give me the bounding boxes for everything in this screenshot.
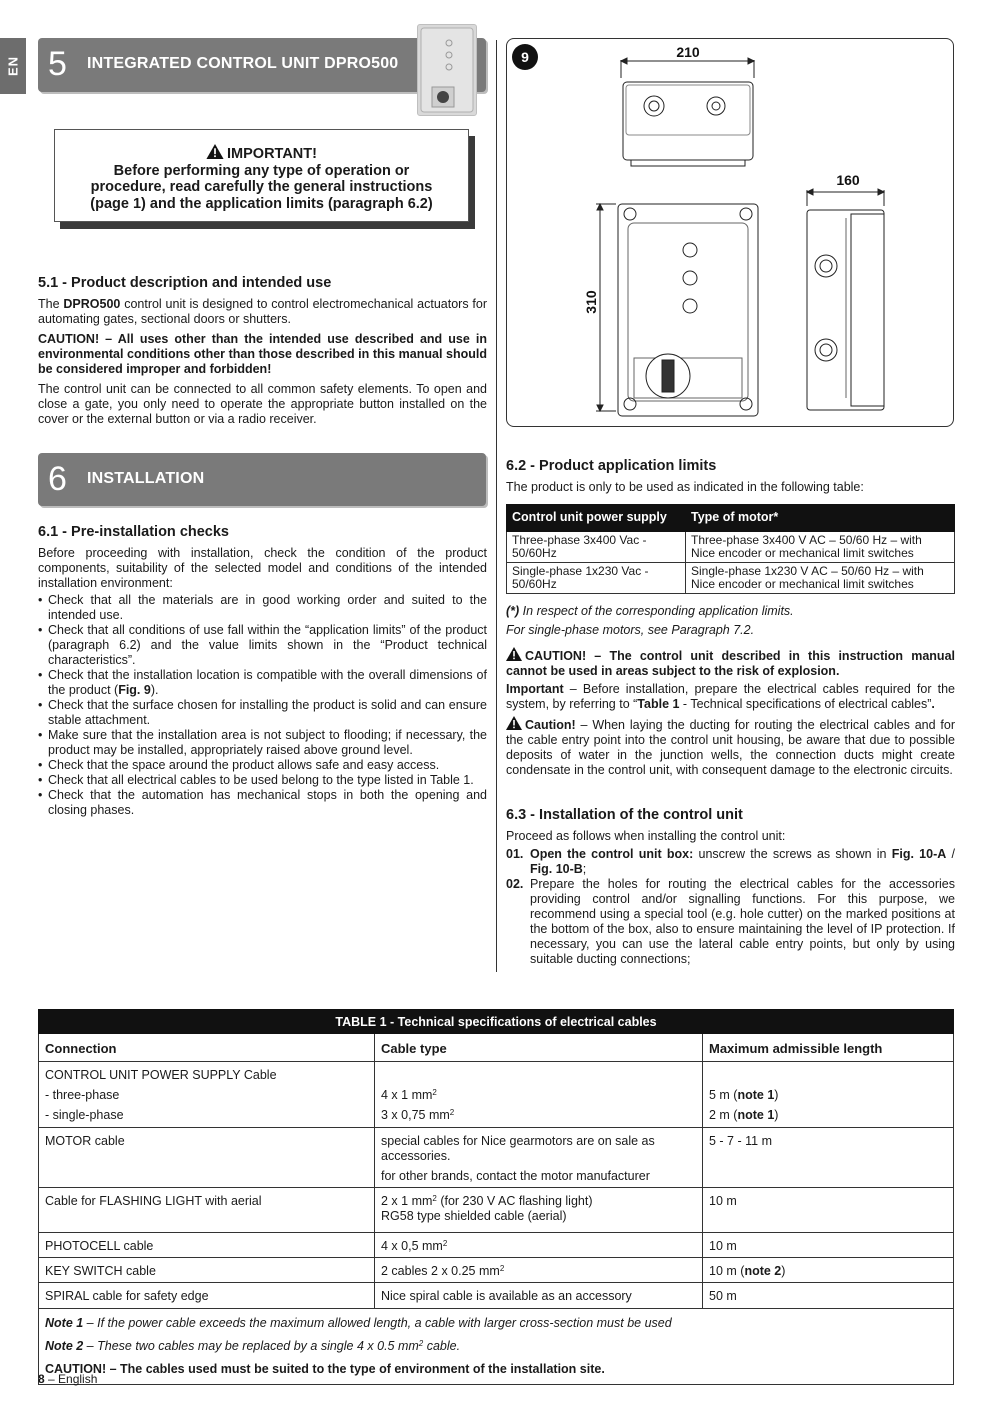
table-row bbox=[507, 562, 955, 593]
list-item: • Make sure that the installation area is not subject to flooding; if necessary, the product may be installed, appropriately raised above ground level. bbox=[38, 728, 487, 758]
control-unit-thumbnail-icon bbox=[418, 25, 476, 115]
dimension-height-label: 310 bbox=[583, 290, 599, 314]
table-cell: 50 m bbox=[703, 1283, 954, 1309]
section-6-2-intro: The product is only to be used as indicated in the following table: bbox=[506, 480, 864, 494]
section-5-1-caution: CAUTION! – All uses other than the intended use described and use in environmental conditions other than those described in this manual should be considered improper and forbidden! bbox=[38, 332, 487, 376]
cable-specifications-table bbox=[38, 1009, 954, 1385]
footer-language: English bbox=[58, 1372, 98, 1386]
important-heading: IMPORTANT! bbox=[227, 146, 317, 162]
table-cell: MOTOR cable bbox=[39, 1128, 375, 1188]
list-item: 02. Prepare the holes for routing the electrical cables for the accessories providing control and/or signalling functions. For this purpose, we recommend using a special tool (e.g. hole cutter) on the marked positions at the bottom of the box, also to ensure maintaining the level of IP protection. If necessary, you can use the lateral cable entry points, but only by using suitable ducting connections; bbox=[506, 877, 955, 966]
table-header: Type of motor* bbox=[686, 505, 955, 532]
table-cell: 5 - 7 - 11 m bbox=[703, 1128, 954, 1188]
table-cell: SPIRAL cable for safety edge bbox=[39, 1283, 375, 1309]
control-unit-thumbnail bbox=[417, 24, 477, 116]
warning-icon bbox=[506, 647, 522, 661]
pre-installation-checklist bbox=[38, 593, 487, 818]
section-6-3-intro: Proceed as follows when installing the control unit: bbox=[506, 829, 786, 843]
note-1: Note 1 – If the power cable exceeds the maximum allowed length, a cable with larger cross-section must be used bbox=[45, 1316, 672, 1330]
important-notice bbox=[54, 129, 469, 222]
table-header: Cable type bbox=[375, 1034, 703, 1062]
table-row bbox=[39, 1258, 954, 1283]
single-phase-note: For single-phase motors, see Paragraph 7.2. bbox=[506, 623, 755, 637]
list-item: • Check that all conditions of use fall within the “application limits” of the product (paragraph 6.2) and the value limits shown in the “Product technical characteristics”. bbox=[38, 623, 487, 668]
figure-number-badge: 9 bbox=[512, 44, 538, 70]
important-line-3: (page 1) and the application limits (paragraph 6.2) bbox=[90, 195, 433, 212]
table-cell: 4 x 1 $mm^2$ bbox=[375, 1083, 703, 1103]
table-header: Control unit power supply bbox=[507, 505, 686, 532]
table-row bbox=[39, 1103, 954, 1128]
dimension-width-label: 210 bbox=[676, 44, 700, 60]
table-cell: Three-phase 3x400 V AC – 50/60 Hz – with Nice encoder or mechanical limit switches bbox=[686, 531, 955, 562]
chapter-title: INSTALLATION bbox=[87, 470, 205, 487]
table-cell: 2 x 1 $mm^2$ (for 230 V AC flashing light) RG58 type shielded cable (aerial) bbox=[375, 1188, 703, 1233]
table-row bbox=[39, 1188, 954, 1233]
table-cell: Three-phase 3x400 Vac - 50/60Hz bbox=[507, 531, 686, 562]
table-cell: special cables for Nice gearmotors are on sale as accessories. for other brands, contact the motor manufacturer bbox=[375, 1128, 703, 1188]
table-row bbox=[39, 1128, 954, 1188]
table-cell: Single-phase 1x230 V AC – 50/60 Hz – with Nice encoder or mechanical limit switches bbox=[686, 562, 955, 593]
table-cell: 10 m bbox=[703, 1233, 954, 1258]
important-line-2: procedure, read carefully the general instructions bbox=[90, 179, 433, 195]
table-cell: CONTROL UNIT POWER SUPPLY Cable bbox=[39, 1062, 375, 1084]
installation-steps bbox=[506, 847, 955, 967]
table-footnote: (*) In respect of the corresponding application limits. bbox=[506, 604, 794, 618]
list-item: • Check that the space around the product allows safe and easy access. bbox=[38, 758, 487, 773]
dimension-depth-label: 160 bbox=[836, 172, 860, 188]
list-item: • Check that all electrical cables to be used belong to the type listed in Table 1. bbox=[38, 773, 487, 788]
section-6-3-title: 6.3 - Installation of the control unit bbox=[506, 807, 743, 823]
chapter-number: 5 bbox=[48, 45, 67, 83]
control-unit-dimension-drawing bbox=[506, 38, 954, 427]
product-name: DPRO500 bbox=[63, 297, 121, 311]
warning-icon bbox=[506, 716, 522, 730]
list-item: • Check that the surface chosen for installing the product is solid and can ensure stable attachment. bbox=[38, 698, 487, 728]
table-row bbox=[39, 1083, 954, 1103]
table-caption: TABLE 1 - Technical specifications of electrical cables bbox=[39, 1010, 954, 1034]
section-6-1-intro: Before proceeding with installation, check the condition of the product components, suitability of the selected model and conditions of the intended installation environment: bbox=[38, 546, 487, 590]
important-cables-note: Important – Before installation, prepare the electrical cables required for the system, by referring to “Table 1 - Technical specifications of electrical cables”. bbox=[506, 682, 955, 711]
table-cell: - three-phase bbox=[39, 1083, 375, 1103]
section-5-1-paragraph-1: The DPRO500 control unit is designed to control electromechanical actuators for automating gates, sectional doors or shutters. bbox=[38, 297, 487, 326]
table-cell: Single-phase 1x230 Vac - 50/60Hz bbox=[507, 562, 686, 593]
table-header: Connection bbox=[39, 1034, 375, 1062]
table-cell: Cable for FLASHING LIGHT with aerial bbox=[39, 1188, 375, 1233]
table-row bbox=[39, 1283, 954, 1309]
language-tab bbox=[0, 38, 26, 94]
explosion-caution: CAUTION! – The control unit described in this instruction manual cannot be used in areas subject to the risk of explosion. bbox=[506, 649, 955, 678]
table-cell: KEY SWITCH cable bbox=[39, 1258, 375, 1283]
application-limits-table bbox=[506, 504, 955, 594]
section-5-1-title: 5.1 - Product description and intended use bbox=[38, 275, 332, 291]
table-cell: 10 m bbox=[703, 1188, 954, 1233]
page-number: 8 bbox=[38, 1372, 45, 1386]
warning-icon bbox=[206, 144, 224, 159]
table-row bbox=[39, 1233, 954, 1258]
chapter-number: 6 bbox=[48, 460, 67, 498]
chapter-title: INTEGRATED CONTROL UNIT DPRO500 bbox=[87, 55, 399, 72]
table-row bbox=[507, 531, 955, 562]
list-item: • Check that all the materials are in good working order and suited to the intended use. bbox=[38, 593, 487, 623]
column-divider bbox=[496, 40, 497, 972]
table-row bbox=[39, 1062, 954, 1084]
list-item: 01. Open the control unit box: unscrew the screws as shown in Fig. 10-A / Fig. 10-B; bbox=[506, 847, 955, 876]
note-2: Note 2 – These two cables may be replaced by a single 4 x 0.5 $mm^2$ cable. bbox=[45, 1339, 461, 1353]
table-cell: - single-phase bbox=[39, 1103, 375, 1128]
table-cell: 10 m (note 2) bbox=[703, 1258, 954, 1283]
section-5-1-paragraph-2: The control unit can be connected to all common safety elements. To open and close a gate, you only need to operate the appropriate button installed on the cover or the external button or via a radio receiver. bbox=[38, 382, 487, 426]
table-cell: 4 x 0,5 $mm^2$ bbox=[375, 1233, 703, 1258]
page-footer: 8 – English bbox=[38, 1372, 98, 1386]
ducting-caution: Caution! – When laying the ducting for routing the electrical cables and for the cable entry point into the control unit housing, be aware that due to possible deposits of water in the junction wells, the connection ducts might create condensate in the control unit, with consequent damage to the electronic circuits. bbox=[506, 718, 955, 777]
section-6-2-title: 6.2 - Product application limits bbox=[506, 458, 717, 474]
table-cell: PHOTOCELL cable bbox=[39, 1233, 375, 1258]
figure-reference: Fig. 9 bbox=[118, 683, 151, 697]
table-cell: 2 cables 2 x 0.25 $mm^2$ bbox=[375, 1258, 703, 1283]
table-cell: Nice spiral cable is available as an accessory bbox=[375, 1283, 703, 1309]
table-header: Maximum admissible length bbox=[703, 1034, 954, 1062]
table-cell: 2 m (note 1) bbox=[703, 1103, 954, 1128]
table-cell: 3 x 0,75 $mm^2$ bbox=[375, 1103, 703, 1128]
table-caution: CAUTION! – The cables used must be suited to the type of environment of the installation site. bbox=[45, 1362, 605, 1376]
language-code: EN bbox=[5, 55, 21, 77]
table-cell: 5 m (note 1) bbox=[703, 1083, 954, 1103]
table-notes bbox=[39, 1309, 954, 1385]
list-item: • Check that the automation has mechanical stops in both the opening and closing phases. bbox=[38, 788, 487, 818]
section-6-1-title: 6.1 - Pre-installation checks bbox=[38, 524, 229, 540]
important-line-1: Before performing any type of operation or bbox=[113, 162, 410, 179]
chapter-6-header bbox=[38, 453, 486, 506]
list-item: • Check that the installation location is compatible with the overall dimensions of the product (Fig. 9). bbox=[38, 668, 487, 698]
